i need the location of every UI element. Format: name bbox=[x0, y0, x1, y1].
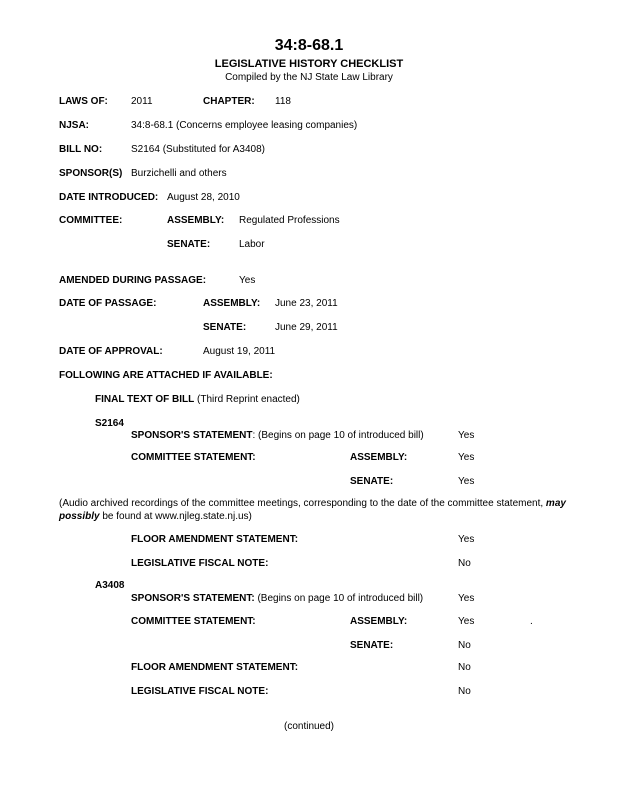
audio-note-text-before: (Audio archived recordings of the committee meetings, corresponding to the date of the committee statement, bbox=[59, 498, 546, 509]
s2164-senate-label: SENATE: bbox=[350, 476, 394, 487]
committee-label: COMMITTEE: bbox=[59, 215, 123, 226]
njsa-label: NJSA: bbox=[59, 120, 90, 131]
s2164-sponsor-statement-value: Yes bbox=[458, 430, 475, 441]
final-text-label: FINAL TEXT OF BILL bbox=[95, 394, 195, 405]
a3408-stray-mark: . bbox=[530, 616, 533, 627]
committee-assembly-value: Regulated Professions bbox=[239, 215, 340, 226]
s2164-sponsor-statement bbox=[131, 431, 424, 441]
a3408-committee-statement-label: COMMITTEE STATEMENT: bbox=[131, 616, 256, 627]
approval-value: August 19, 2011 bbox=[203, 346, 276, 357]
page-subtitle: LEGISLATIVE HISTORY CHECKLIST bbox=[214, 58, 404, 70]
a3408-fiscal-note-label: LEGISLATIVE FISCAL NOTE: bbox=[131, 686, 269, 697]
s2164-floor-amendment-label: FLOOR AMENDMENT STATEMENT: bbox=[131, 534, 299, 545]
passage-senate-label: SENATE: bbox=[203, 322, 247, 333]
s2164-sponsor-statement-label: SPONSOR'S STATEMENT bbox=[131, 430, 253, 441]
audio-note bbox=[59, 498, 604, 523]
committee-senate-value: Labor bbox=[239, 239, 265, 250]
a3408-senate-label: SENATE: bbox=[350, 640, 394, 651]
bill-no-label: BILL NO: bbox=[59, 144, 103, 155]
passage-assembly-label: ASSEMBLY: bbox=[203, 298, 261, 309]
s2164-committee-statement-label: COMMITTEE STATEMENT: bbox=[131, 452, 256, 463]
chapter-value: 118 bbox=[275, 96, 291, 107]
date-introduced-value: August 28, 2010 bbox=[167, 192, 240, 203]
page-title: 34:8-68.1 bbox=[274, 37, 344, 54]
s2164-assembly-label: ASSEMBLY: bbox=[350, 452, 408, 463]
s2164-assembly-value: Yes bbox=[458, 452, 475, 463]
final-text-note: (Third Reprint enacted) bbox=[194, 394, 300, 405]
a3408-bill-label: A3408 bbox=[95, 580, 125, 591]
s2164-bill-label: S2164 bbox=[95, 418, 124, 429]
approval-label: DATE OF APPROVAL: bbox=[59, 346, 163, 357]
final-text-line bbox=[95, 395, 300, 405]
date-introduced-label: DATE INTRODUCED: bbox=[59, 192, 159, 203]
amended-value: Yes bbox=[239, 275, 256, 286]
continued-note: (continued) bbox=[283, 721, 335, 732]
a3408-assembly-label: ASSEMBLY: bbox=[350, 616, 408, 627]
passage-assembly-value: June 23, 2011 bbox=[275, 298, 338, 309]
a3408-sponsor-statement-label: SPONSOR'S STATEMENT: bbox=[131, 593, 255, 604]
a3408-sponsor-statement-note: (Begins on page 10 of introduced bill) bbox=[254, 593, 424, 604]
passage-label: DATE OF PASSAGE: bbox=[59, 298, 157, 309]
s2164-floor-amendment-value: Yes bbox=[458, 534, 475, 545]
attached-heading: FOLLOWING ARE ATTACHED IF AVAILABLE: bbox=[59, 370, 273, 381]
sponsors-value: Burzichelli and others bbox=[131, 168, 227, 179]
compiled-by: Compiled by the NJ State Law Library bbox=[225, 72, 393, 83]
a3408-sponsor-statement bbox=[131, 594, 423, 604]
a3408-floor-amendment-label: FLOOR AMENDMENT STATEMENT: bbox=[131, 662, 299, 673]
s2164-fiscal-note-label: LEGISLATIVE FISCAL NOTE: bbox=[131, 558, 269, 569]
s2164-fiscal-note-value: No bbox=[458, 558, 471, 569]
laws-of-value: 2011 bbox=[131, 96, 153, 107]
bill-no-value: S2164 (Substituted for A3408) bbox=[131, 144, 265, 155]
passage-senate-value: June 29, 2011 bbox=[275, 322, 338, 333]
a3408-floor-amendment-value: No bbox=[458, 662, 471, 673]
a3408-fiscal-note-value: No bbox=[458, 686, 471, 697]
a3408-assembly-value: Yes bbox=[458, 616, 475, 627]
chapter-label: CHAPTER: bbox=[203, 96, 255, 107]
s2164-senate-value: Yes bbox=[458, 476, 475, 487]
a3408-senate-value: No bbox=[458, 640, 471, 651]
audio-note-emphasis: may possibly bbox=[59, 498, 566, 522]
s2164-sponsor-statement-note: : (Begins on page 10 of introduced bill) bbox=[252, 430, 424, 441]
njsa-value: 34:8-68.1 (Concerns employee leasing companies) bbox=[131, 120, 358, 131]
laws-of-label: LAWS OF: bbox=[59, 96, 108, 107]
amended-label: AMENDED DURING PASSAGE: bbox=[59, 275, 207, 286]
sponsors-label: SPONSOR(S) bbox=[59, 168, 123, 179]
a3408-sponsor-statement-value: Yes bbox=[458, 593, 475, 604]
committee-assembly-label: ASSEMBLY: bbox=[167, 215, 225, 226]
committee-senate-label: SENATE: bbox=[167, 239, 211, 250]
audio-note-text-after: be found at www.njleg.state.nj.us) bbox=[99, 510, 252, 522]
